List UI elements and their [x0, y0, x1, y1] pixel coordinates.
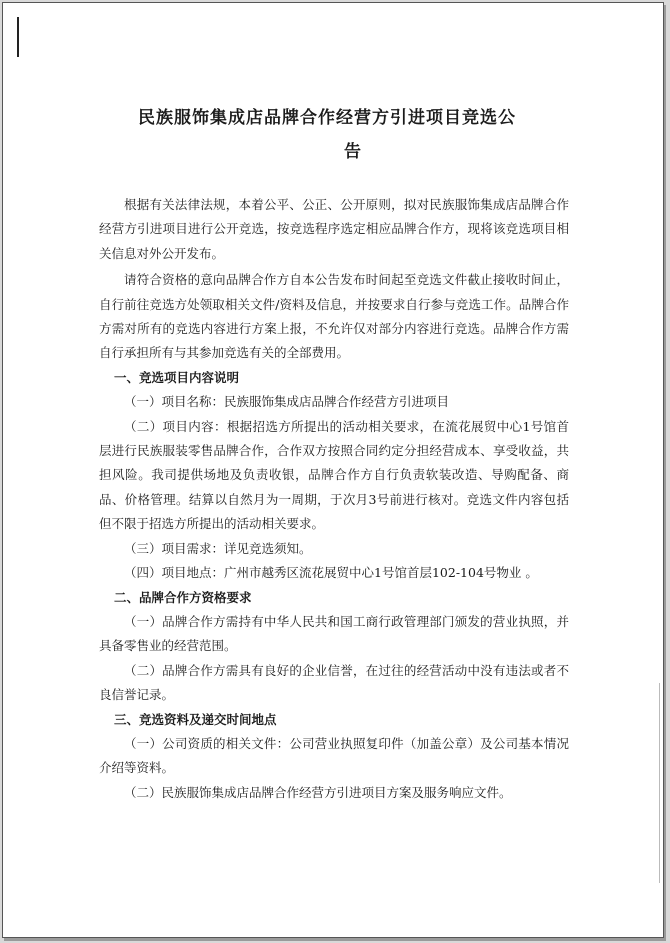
section-1-item-2: （二）项目内容：根据招选方所提出的活动相关要求，在流花展贸中心1号馆首层进行民族服装零售品牌合作，合作双方按照合同约定分担经营成本、享受收益，共担风险。我司提供场地及负责收银，品牌合作方自行负责软装改造、导购配备、商品、价格管理。结算以自然月为一周期，于次月3号前进行核对。竞选文件内容包括但不限于招选方所提出的活动相关要求。 — [99, 418, 569, 532]
intro-paragraph-1: 根据有关法律法规，本着公平、公正、公开原则，拟对民族服饰集成店品牌合作经营方引进项目进行公开竞选，按竞选程序选定相应品牌合作方，现将该竞选项目相关信息对外公开发布。 — [99, 197, 569, 261]
section-1-item-1: （一）项目名称：民族服饰集成店品牌合作经营方引进项目 — [124, 394, 450, 410]
intro-paragraph-2: 请符合资格的意向品牌合作方自本公告发布时间起至竞选文件截止接收时间止，自行前往竞选方处领取相关文件/资料及信息，并按要求自行参与竞选工作。品牌合作方需对所有的竞选内容进行方案上报，不允许仅对部分内容进行竞选。品牌合作方需自行承担所有与其参加竞选有关的全部费用。 — [99, 272, 569, 361]
section-3-item-2: （二）民族服饰集成店品牌合作经营方引进项目方案及服务响应文件。 — [124, 784, 512, 800]
scan-edge-shadow — [659, 683, 660, 883]
section-1-item-4: （四）项目地点：广州市越秀区流花展贸中心1号馆首层102-104号物业 。 — [124, 565, 538, 581]
section-1-item-3: （三）项目需求：详见竞选须知。 — [124, 540, 312, 556]
title-line-1: 民族服饰集成店品牌合作经营方引进项目竞选公 — [138, 108, 516, 128]
document-page — [2, 2, 664, 938]
section-3-heading: 三、竞选资料及递交时间地点 — [114, 711, 277, 727]
title-line-2: 告 — [344, 142, 362, 162]
section-2-heading: 二、品牌合作方资格要求 — [114, 589, 252, 605]
section-1-heading: 一、竞选项目内容说明 — [114, 369, 240, 385]
section-2-item-2: （二）品牌合作方需具有良好的企业信誉，在过往的经营活动中没有违法或者不良信誉记录。 — [99, 662, 569, 703]
section-3-item-1: （一）公司资质的相关文件：公司营业执照复印件（加盖公章）及公司基本情况介绍等资料。 — [99, 735, 569, 776]
document-title — [138, 101, 568, 169]
section-2-item-1: （一）品牌合作方需持有中华人民共和国工商行政管理部门颁发的营业执照，并具备零售业的经营范围。 — [99, 613, 569, 654]
scan-edge-mark — [17, 17, 19, 57]
document-body — [99, 193, 569, 805]
